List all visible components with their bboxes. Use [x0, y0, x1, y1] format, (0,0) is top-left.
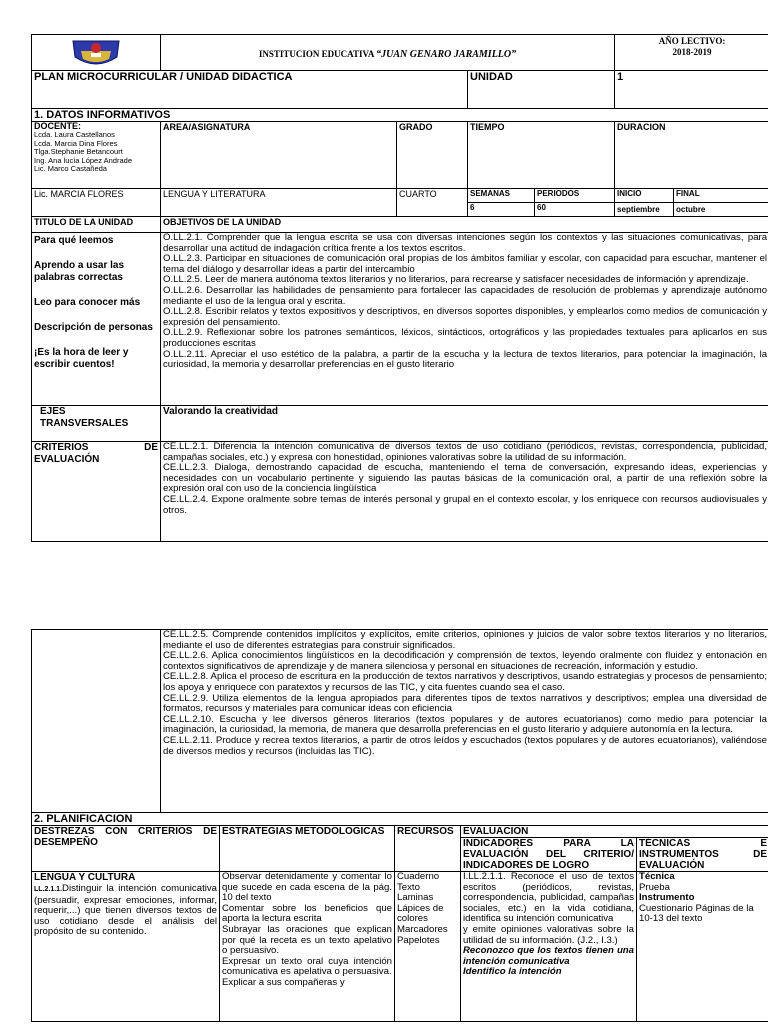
- recursos-header: RECURSOS: [395, 826, 461, 872]
- teacher-4: Ing. Ana lucía López Andrade: [34, 155, 132, 165]
- estrategias-cell: [220, 872, 395, 1022]
- destrezas-cell: [32, 872, 220, 1022]
- destrezas-header: DESTREZAS CON CRITERIOS DE DESEMPEÑO: [32, 826, 220, 872]
- teacher-3: Tlga.Stephanie Betancourt: [34, 147, 123, 156]
- tiempo-header: TIEMPO: [468, 122, 615, 189]
- final-label: FINAL: [674, 189, 768, 203]
- grado-value: CUARTO: [397, 189, 468, 217]
- criterio-7: CE.LL.2.9. Utiliza elementos de la lengua apropiados para diferentes tipos de textos narrativos y descriptivos; emplea una diversidad de formatos, recursos y materiales para comunicar ideas con eficiencia: [163, 692, 768, 715]
- tecnicas-cell: [637, 872, 768, 1022]
- estrategia-2: Comentar sobre los beneficios que aporta la lectura escrita: [222, 902, 392, 925]
- estrategia-5: Explicar a sus compañeras y: [222, 976, 345, 988]
- grado-header: GRADO: [397, 122, 468, 189]
- criterio-1: CE.LL.2.1. Diferencia la intención comunicativa de diversos textos de uso cotidiano (periódicos, revistas, correspondencia, publicidad, campañas sociales, etc.) y expresa con honestidad, opiniones valorativas sobre la utilidad de su información.: [163, 441, 768, 463]
- unit-label: UNIDAD: [468, 71, 615, 109]
- destrezas-text: Distinguir la intención comunicativa (persuadir, expresar emociones, informar, requerir,...) que tienen diversos textos de uso cotidiano desde el análisis del propósito de su contenido.: [34, 883, 217, 938]
- objectives-cell: [161, 233, 768, 406]
- estrategia-3: Subrayar las oraciones que explican por qué la receta es un texto apelativo o persuasivo.: [222, 923, 392, 957]
- unit-title-4: Descripción de personas: [34, 322, 153, 333]
- ejes-value: Valorando la creatividad: [161, 406, 768, 442]
- teacher-5: Lic. Marco Castañeda: [34, 164, 107, 173]
- recurso-1: Cuaderno: [397, 871, 440, 882]
- semanas-cell: [468, 189, 535, 217]
- teacher-name: Lic. MARCIA FLORES: [32, 189, 161, 217]
- criterio-4: CE.LL.2.5. Comprende contenidos implícitos y explícitos, emite criterios, opiniones y juicios de valor sobre textos literarios y no literarios, mediante el uso de diferentes estrategias para construir significados.: [163, 629, 768, 651]
- indicadores-cell: [461, 872, 637, 1022]
- criterios-cont-label-cell: [32, 630, 161, 813]
- school-crest-icon: [67, 37, 125, 69]
- periodos-cell: [535, 189, 615, 217]
- destrezas-heading: LENGUA Y CULTURA: [34, 872, 136, 883]
- destrezas-body: [34, 884, 217, 938]
- objective-5: O.LL.2.8. Escribir relatos y textos expositivos y descriptivos, en diversos soportes disponibles, y emplearlos como medios de comunicación y expresión del pensamiento.: [163, 306, 768, 328]
- semanas-value: 6: [470, 203, 475, 212]
- criterios-cell: [161, 442, 768, 542]
- section-1-title: 1. DATOS INFORMATIVOS: [32, 109, 768, 122]
- plan-table-page-2: [31, 629, 768, 1022]
- final-value: octubre: [676, 205, 706, 214]
- objectives-label: OBJETIVOS DE LA UNIDAD: [161, 217, 768, 233]
- unit-title-2: Aprendo a usar las palabras correctas: [34, 260, 125, 283]
- teacher-1: Lcda. Laura Castellanos: [34, 130, 115, 139]
- unit-titles-cell: [32, 233, 161, 406]
- objective-1: O.LL.2.1. Comprender que la lengua escrita se usa con diversas intenciones según los contextos y las situaciones comunicativas, para desarrollar una actitud de indagación crítica frente a los textos escritos.: [163, 232, 768, 254]
- institution-name: “JUAN GENARO JARAMILLO”: [376, 48, 517, 60]
- tecnica-value: Prueba: [639, 881, 670, 893]
- destrezas-code: LL.2.1.1.: [34, 886, 63, 893]
- area-value: LENGUA Y LITERATURA: [161, 189, 397, 217]
- inicio-value: septiembre: [617, 205, 660, 214]
- objective-6: O.LL.2.9. Reflexionar sobre los patrones semánticos, léxicos, sintácticos, ortográficos y las propiedades textuales para aplicarlos en sus producciones escritas: [163, 327, 768, 349]
- periodos-value: 60: [537, 203, 546, 212]
- objective-3: O.LL.2.5. Leer de manera autónoma textos literarios y no literarios, para recrearse y satisfacer necesidades de información y aprendizaje.: [163, 274, 749, 286]
- school-year-label: AÑO LECTIVO:: [658, 36, 726, 46]
- duracion-header: DURACION: [615, 122, 768, 189]
- criterio-6: CE.LL.2.8. Aplica el proceso de escritura en la producción de textos narrativos y descriptivos, usando estrategias y procesos de pensamiento; los apoya y enriquece con paratextos y recursos de las TIC, y cita fuentes cuando sea el caso.: [163, 671, 768, 693]
- tecnica-label: Técnica: [639, 871, 675, 882]
- estrategia-4: Expresar un texto oral cuya intención comunicativa es apelativa o persuasiva.: [222, 955, 392, 978]
- docente-cell: [32, 122, 161, 189]
- tecnicas-header: TÉCNICAS E INSTRUMENTOS DE EVALUACIÓN: [637, 838, 768, 872]
- criterio-5: CE.LL.2.6. Aplica conocimientos lingüísticos en la decodificación y comprensión de textos, leyendo oralmente con fluidez y entonación en contextos significativos de aprendizaje y de manera silenciosa y personal en situaciones de recreación, información y estudio.: [163, 650, 768, 672]
- unit-title-1: Para qué leemos: [34, 235, 114, 246]
- unit-number: 1: [615, 71, 768, 109]
- indicadores-header: INDICADORES PARA LA EVALUACIÓN DEL CRITERIO/ INDICADORES DE LOGRO: [461, 838, 637, 872]
- indicador-text: I.LL.2.1.1. Reconoce el uso de textos escritos (periódicos, revistas, correspondencia, publicidad, campañas sociales, etc.) en la vida cotidiana, identifica su intención comunicativa: [463, 871, 634, 925]
- objective-7: O.LL.2.11. Apreciar el uso estético de la palabra, a partir de la escucha y la lectura de textos literarios, para potenciar la imaginación, la curiosidad, la memoria y desarrollar preferencias en el gusto literario: [163, 348, 768, 371]
- estrategia-1: Observar detenidamente y comentar lo que sucede en cada escena de la pág. 10 del texto: [222, 871, 392, 904]
- school-year-cell: [615, 35, 768, 71]
- docente-label: DOCENTE:: [34, 121, 81, 131]
- criterio-3: CE.LL.2.4. Expone oralmente sobre temas de interés personal y grupal en el contexto escolar, y los enriquece con recursos audiovisuales y otros.: [163, 493, 768, 516]
- institution-cell: [161, 35, 615, 71]
- inicio-label: INICIO: [615, 189, 673, 203]
- plan-title: PLAN MICROCURRICULAR / UNIDAD DIDACTICA: [32, 71, 468, 109]
- institution-prefix: INSTITUCION EDUCATIVA: [258, 48, 377, 59]
- periodos-label: PERIODOS: [535, 189, 614, 203]
- objective-4: O.LL.2.6. Desarrollar las habilidades de pensamiento para fortalecer las capacidades de resolución de problemas y aprendizaje autónomo mediante el uso de la lengua oral y escrita.: [163, 284, 768, 307]
- logo-cell: [32, 35, 161, 71]
- indicador-logro-2: Identifico la intención: [463, 966, 562, 978]
- instrumento-label: Instrumento: [639, 892, 695, 904]
- instrumento-value: Cuestionario Páginas de la 10-13 del texto: [639, 902, 754, 925]
- criterio-9: CE.LL.2.11. Produce y recrea textos literarios, a partir de otros leídos y escuchados (textos populares y de autores ecuatorianos), valiéndose de diversos medios y recursos (incluidas las TIC).: [163, 734, 768, 757]
- criterio-8: CE.LL.2.10. Escucha y lee diversos géneros literarios (textos populares y de autores ecuatorianos) como medio para potenciar la imaginación, la curiosidad, la memoria, de manera que desarrolla preferencias en el gusto literario y adquiere autonomía en la lectura.: [163, 713, 768, 736]
- plan-table-page-1: [31, 34, 768, 542]
- evaluacion-header: EVALUACION: [461, 826, 768, 838]
- recurso-5: Marcadores: [397, 923, 448, 935]
- indicador-text-2: y emite opiniones valorativas sobre la utilidad de su información. (J.2., I.3.): [463, 923, 634, 946]
- objective-2: O.LL.2.3. Participar en situaciones de comunicación oral propias de los ámbitos familiar y escolar, con capacidad para escuchar, mantener el tema del diálogo y desarrollar ideas a partir del intercambio: [163, 253, 768, 275]
- ejes-label: EJES TRANSVERSALES: [32, 406, 161, 442]
- criterios-cont-cell: [161, 630, 768, 813]
- inicio-cell: [615, 189, 674, 217]
- indicador-logro: Reconozco que los textos tienen una intención comunicativa: [463, 945, 634, 967]
- recurso-3: Laminas: [397, 892, 434, 904]
- teacher-2: Lcda. Marcia Dina Flores: [34, 138, 118, 148]
- recurso-4: Lápices de colores: [397, 902, 444, 925]
- recurso-2: Texto: [397, 881, 420, 893]
- final-cell: [674, 189, 768, 217]
- semanas-label: SEMANAS: [468, 189, 534, 203]
- school-year-value: 2018-2019: [672, 47, 712, 57]
- recurso-6: Papelotes: [397, 934, 440, 946]
- estrategias-header: ESTRATEGIAS METODOLOGICAS: [220, 826, 395, 872]
- section-2-title: 2. PLANIFICACION: [32, 813, 768, 826]
- criterios-label: CRITERIOS DE EVALUACIÓN: [32, 442, 161, 542]
- criterio-2: CE.LL.2.3. Dialoga, demostrando capacidad de escucha, manteniendo el tema de conversación, expresando ideas, experiencias y necesidades con un vocabulario pertinente y siguiendo las pautas básicas de la comunicación oral, a partir de una reflexión sobre la expresión oral con uso de la conciencia lingüística: [163, 462, 768, 495]
- recursos-cell: [395, 872, 461, 1022]
- unit-title-5: ¡Es la hora de leer y escribir cuentos!: [34, 347, 129, 370]
- unit-title-3: Leo para conocer más: [34, 297, 141, 308]
- unit-title-label: TITULO DE LA UNIDAD: [32, 217, 161, 233]
- area-header: AREA/ASIGNATURA: [161, 122, 397, 189]
